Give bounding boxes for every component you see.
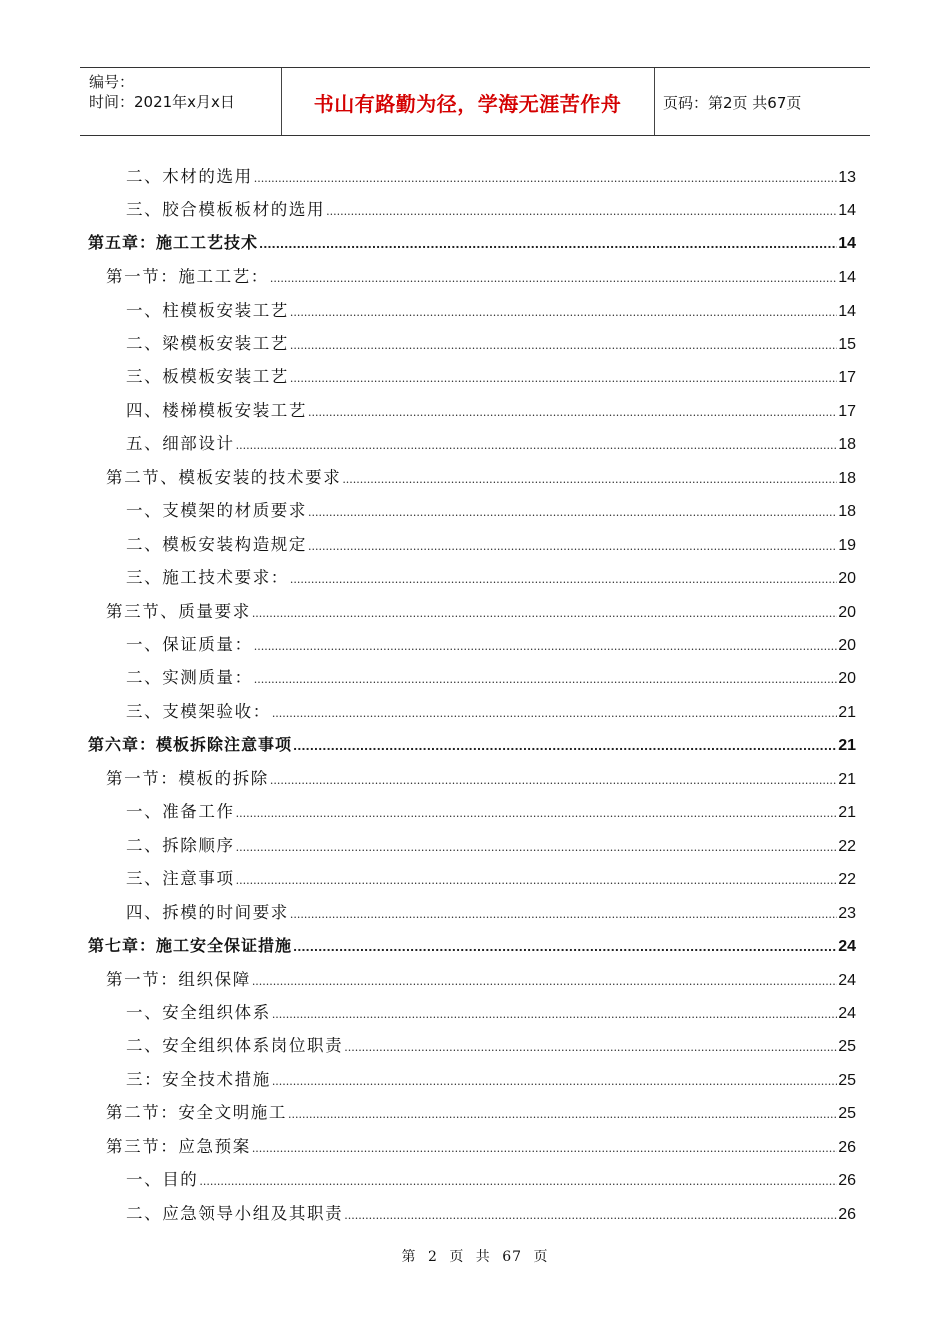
toc-entry[interactable] (0, 225, 950, 258)
document-number-label: 编号： (89, 73, 135, 91)
toc-entry[interactable] (0, 961, 950, 994)
toc-entry-page-number: 23 (838, 904, 856, 922)
toc-entry-page-number: 24 (838, 971, 856, 989)
toc-entry[interactable] (0, 426, 950, 459)
toc-entry[interactable] (0, 359, 950, 392)
toc-entry-page-number: 20 (838, 570, 856, 588)
footer-current-page: 2 (427, 1249, 438, 1265)
toc-entry-label: 二、安全组织体系岗位职责 (126, 1036, 344, 1056)
toc-entry-page-number: 13 (838, 168, 856, 186)
toc-entry[interactable] (0, 325, 950, 358)
toc-dot-leader (254, 172, 838, 185)
toc-entry-label: 一、柱模板安装工艺 (126, 300, 289, 320)
toc-dot-leader (290, 306, 837, 319)
toc-entry-label: 三、注意事项 (126, 869, 235, 889)
toc-dot-leader (308, 406, 837, 419)
toc-dot-leader (254, 640, 838, 653)
toc-entry-page-number: 26 (838, 1205, 856, 1223)
toc-entry-page-number: 26 (838, 1172, 856, 1190)
footer-total-pages: 67 (502, 1249, 523, 1265)
header-meta (89, 72, 235, 112)
toc-entry-label: 第一节：模板的拆除 (106, 768, 269, 788)
toc-entry-page-number: 14 (838, 235, 856, 253)
toc-dot-leader (290, 908, 837, 921)
toc-entry-page-number: 25 (838, 1071, 856, 1089)
toc-entry-label: 第三节、质量要求 (106, 601, 251, 621)
toc-entry-label: 一、目的 (126, 1170, 199, 1190)
toc-entry-label: 一、准备工作 (126, 802, 235, 822)
toc-dot-leader (252, 975, 837, 988)
toc-entry-label: 第七章：施工安全保证措施 (88, 935, 293, 955)
toc-dot-leader (344, 1209, 837, 1222)
toc-entry-label: 五、细部设计 (126, 434, 235, 454)
toc-entry-label: 三、施工技术要求： (126, 568, 289, 588)
toc-entry-page-number: 18 (838, 469, 856, 487)
toc-entry-label: 二、木材的选用 (126, 166, 253, 186)
footer-prefix: 第 (401, 1249, 417, 1265)
toc-entry-page-number: 14 (838, 269, 856, 287)
toc-dot-leader (236, 807, 838, 820)
toc-entry-label: 第五章：施工工艺技术 (88, 233, 259, 253)
toc-entry-label: 二、实测质量： (126, 668, 253, 688)
toc-dot-leader (252, 1142, 837, 1155)
toc-entry-label: 一、保证质量： (126, 635, 253, 655)
toc-dot-leader (270, 272, 837, 285)
header-divider (654, 68, 655, 135)
toc-entry-label: 一、支模架的材质要求 (126, 501, 307, 521)
toc-entry-label: 三、支模架验收： (126, 701, 271, 721)
toc-entry[interactable] (0, 1195, 950, 1228)
toc-entry[interactable] (0, 626, 950, 659)
toc-entry-label: 三：安全技术措施 (126, 1069, 271, 1089)
toc-entry[interactable] (0, 894, 950, 927)
toc-entry-label: 二、拆除顺序 (126, 835, 235, 855)
toc-dot-leader (308, 540, 837, 553)
toc-entry[interactable] (0, 392, 950, 425)
toc-entry-label: 四、楼梯模板安装工艺 (126, 400, 307, 420)
toc-entry[interactable] (0, 994, 950, 1027)
toc-entry-page-number: 18 (838, 436, 856, 454)
page-footer (0, 1246, 950, 1266)
toc-entry-page-number: 15 (838, 335, 856, 353)
toc-dot-leader (236, 439, 838, 452)
toc-dot-leader (344, 1041, 837, 1054)
toc-entry[interactable] (0, 860, 950, 893)
toc-entry-label: 第一节：施工工艺： (106, 267, 269, 287)
toc-entry-page-number: 18 (838, 503, 856, 521)
toc-dot-leader (290, 372, 837, 385)
header-page-info: 页码：第2页 共67页 (663, 94, 802, 112)
toc-dot-leader (288, 1108, 837, 1121)
document-time-label: 时间：2021年x月x日 (89, 93, 235, 111)
toc-dot-leader (308, 506, 837, 519)
toc-entry-label: 四、拆模的时间要求 (126, 902, 289, 922)
toc-entry-label: 三、胶合模板板材的选用 (126, 200, 326, 220)
toc-entry[interactable] (0, 827, 950, 860)
header-motto: 书山有路勤为径，学海无涯苦作舟 (313, 92, 622, 116)
toc-dot-leader (290, 573, 837, 586)
toc-entry-page-number: 19 (838, 536, 856, 554)
toc-dot-leader (293, 740, 837, 753)
toc-entry-page-number: 20 (838, 670, 856, 688)
toc-entry[interactable] (0, 1128, 950, 1161)
toc-dot-leader (272, 1075, 837, 1088)
footer-total-unit: 页 (533, 1249, 549, 1265)
toc-entry[interactable] (0, 292, 950, 325)
toc-entry[interactable] (0, 1162, 950, 1195)
toc-entry[interactable] (0, 1095, 950, 1128)
toc-entry-page-number: 17 (838, 369, 856, 387)
toc-entry-page-number: 21 (838, 736, 856, 754)
page-header (80, 67, 870, 136)
toc-entry-label: 三、板模板安装工艺 (126, 367, 289, 387)
toc-dot-leader (272, 1008, 837, 1021)
toc-entry-label: 第二节：安全文明施工 (106, 1103, 287, 1123)
toc-entry[interactable] (0, 258, 950, 291)
footer-page-unit: 页 (449, 1249, 465, 1265)
toc-entry-label: 第六章：模板拆除注意事项 (88, 734, 293, 754)
toc-dot-leader (270, 774, 837, 787)
toc-entry[interactable] (0, 927, 950, 960)
toc-entry-page-number: 22 (838, 871, 856, 889)
toc-entry[interactable] (0, 191, 950, 224)
toc-entry-page-number: 14 (838, 202, 856, 220)
toc-entry-label: 一、安全组织体系 (126, 1002, 271, 1022)
toc-entry-page-number: 24 (838, 1004, 856, 1022)
toc-dot-leader (236, 841, 838, 854)
toc-entry-page-number: 21 (838, 804, 856, 822)
toc-entry-page-number: 26 (838, 1138, 856, 1156)
footer-total-prefix: 共 (475, 1249, 491, 1265)
toc-entry-label: 第二节、模板安装的技术要求 (106, 467, 342, 487)
toc-entry-label: 第一节：组织保障 (106, 969, 251, 989)
toc-entry[interactable] (0, 158, 950, 191)
toc-entry[interactable] (0, 526, 950, 559)
toc-entry[interactable] (0, 1028, 950, 1061)
toc-entry-label: 二、应急领导小组及其职责 (126, 1203, 344, 1223)
toc-dot-leader (199, 1175, 837, 1188)
toc-entry[interactable] (0, 760, 950, 793)
toc-entry-page-number: 20 (838, 603, 856, 621)
toc-entry[interactable] (0, 727, 950, 760)
toc-dot-leader (342, 473, 837, 486)
toc-entry[interactable] (0, 493, 950, 526)
toc-entry-page-number: 20 (838, 637, 856, 655)
toc-dot-leader (272, 707, 837, 720)
toc-entry[interactable] (0, 693, 950, 726)
toc-entry-page-number: 24 (838, 937, 856, 955)
toc-entry[interactable] (0, 459, 950, 492)
toc-entry-page-number: 14 (838, 302, 856, 320)
toc-entry-label: 二、模板安装构造规定 (126, 534, 307, 554)
toc-entry[interactable] (0, 794, 950, 827)
toc-entry-page-number: 21 (838, 770, 856, 788)
toc-entry-label: 第三节：应急预案 (106, 1136, 251, 1156)
toc-entry-page-number: 22 (838, 837, 856, 855)
toc-entry-page-number: 25 (838, 1105, 856, 1123)
toc-entry-label: 二、梁模板安装工艺 (126, 333, 289, 353)
toc-dot-leader (293, 941, 837, 954)
toc-dot-leader (326, 205, 837, 218)
toc-dot-leader (290, 339, 837, 352)
toc-dot-leader (252, 607, 837, 620)
toc-entry-page-number: 25 (838, 1038, 856, 1056)
toc-entry[interactable] (0, 593, 950, 626)
toc-entry-page-number: 17 (838, 402, 856, 420)
toc-entry[interactable] (0, 1061, 950, 1094)
toc-entry-page-number: 21 (838, 703, 856, 721)
toc-entry[interactable] (0, 559, 950, 592)
toc-entry[interactable] (0, 660, 950, 693)
toc-dot-leader (254, 673, 838, 686)
toc-dot-leader (236, 874, 838, 887)
toc-dot-leader (259, 238, 837, 251)
